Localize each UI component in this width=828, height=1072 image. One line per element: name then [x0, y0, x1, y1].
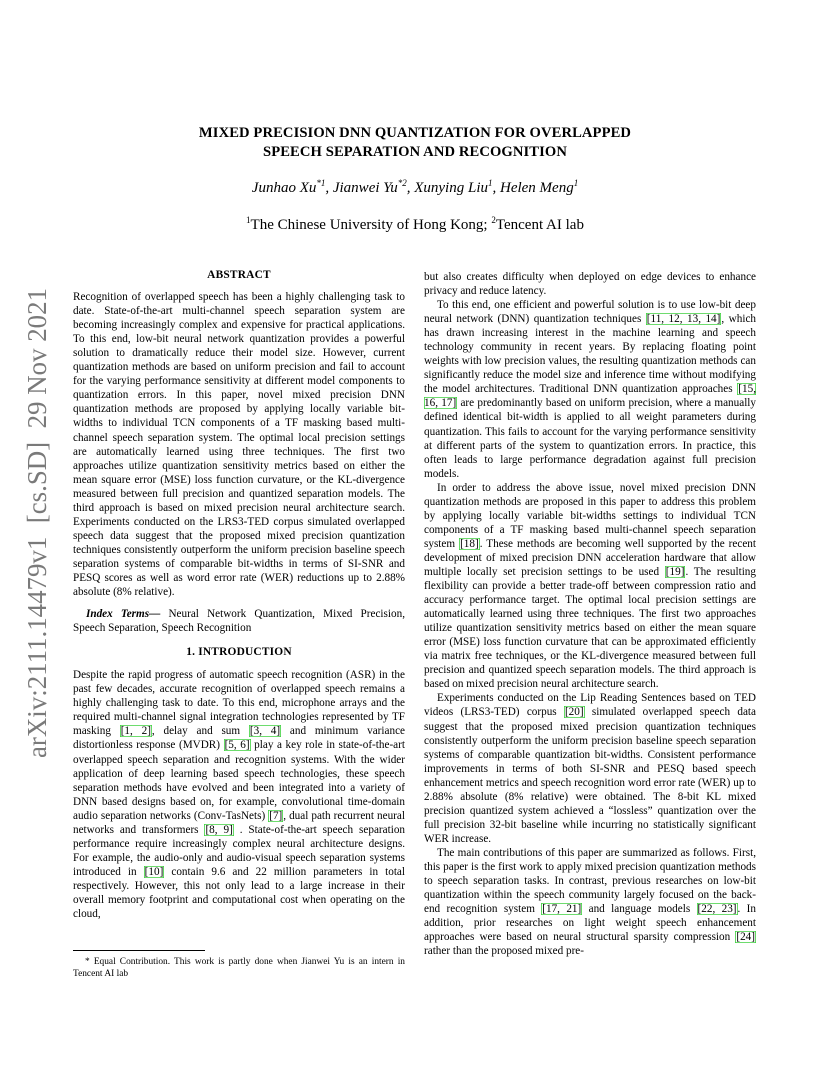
citation-link[interactable]: [5, 6]: [224, 739, 250, 752]
title-line-1: MIXED PRECISION DNN QUANTIZATION FOR OVERLAPPED: [198, 125, 632, 141]
author-name: Junhao Xu: [251, 180, 317, 196]
text-run: In order to address the above issue, novel mixed precision DNN quantization methods are proposed in this paper to address this problem by applying locally variable bit-widths settings to individual TCN components of a TF masking based multi-channel speech separation system: [424, 481, 756, 550]
author-name: Jianwei Yu: [332, 180, 398, 196]
citation-link[interactable]: [3, 4]: [249, 725, 281, 738]
paragraph: [424, 691, 756, 846]
text-run: To this end, one efficient and powerful solution is to use low-bit deep neural network (DNN) quantization techniques: [424, 299, 756, 326]
paragraph: [424, 481, 756, 692]
citation-link[interactable]: [20]: [564, 706, 584, 719]
text-run: simulated overlapped speech data suggest that the proposed mixed precision quantization techniques consistently outperform the uniform precision baseline speech separation systems of comparable quantization bit-widths. Consistent performance improvements in terms of both SI-SNR and PESQ based speech enhancement metrics and speech recognition word error rate (WER) up to 2.88% absolute (8% relative) were obtained. The 8-bit KL mixed precision quantized system achieved a “lossless” quantization over the full precision 32-bit baseline while incurring no statistically significant WER increase.: [424, 706, 756, 845]
arxiv-stamp-svg: [8, 0, 60, 1072]
author-sup: *1: [316, 178, 326, 188]
citation-link[interactable]: [18]: [460, 537, 479, 550]
text-run: Experiments conducted on the Lip Reading Sentences based on TED videos (LRS3-TED) corpus: [424, 692, 756, 719]
author-name: Xunying Liu: [414, 180, 488, 196]
text-run: Despite the rapid progress of automatic speech recognition (ASR) in the past few decades, accurate recognition of overlapped speech remains a highly challenging task to date. To this end, microphone arrays and the required multi-channel signal integration technologies represented by TF masking: [73, 669, 405, 738]
citation-link[interactable]: [7]: [269, 809, 283, 822]
text-run: and language models: [582, 903, 697, 916]
affil-sup: 1: [246, 215, 251, 225]
text-run: rather than the proposed mixed pre-: [424, 945, 584, 958]
affil-org: The Chinese University of Hong Kong;: [250, 217, 492, 233]
intro-heading: 1. INTRODUCTION: [186, 646, 292, 659]
affil-sup: 2: [491, 215, 496, 225]
author-name: Helen Meng: [499, 180, 574, 196]
index-terms: [73, 607, 405, 635]
arxiv-id: arXiv:2111.14479v1 [cs.SD] 29 Nov 2021: [21, 277, 52, 758]
paper-title: [100, 124, 730, 162]
text-run: are predominantly based on uniform precision, where a manually defined identical bit-width is applied to all weight parameters during quantization. This fails to account for the varying performance sensitivity at different parts of the system to quantization errors. In practice, this often leads to large performance degradation against full precision models.: [424, 397, 756, 480]
arxiv-stamp: [8, 0, 60, 1072]
text-run: , which has drawn increasing interest in the machine learning and speech technology community in recent years. By replacing floating point weights with low precision values, the resulting quantization methods can significantly reduce the model size and inference time without modifying the model architectures. Traditional DNN quantization approaches: [424, 313, 756, 396]
intro-paragraph: [73, 668, 405, 921]
affiliations: [100, 215, 730, 235]
left-column: [73, 268, 405, 921]
affil-org: Tencent AI lab: [495, 217, 584, 233]
text-run: , delay and sum: [151, 725, 249, 738]
paragraph: [424, 298, 756, 481]
right-column: [424, 270, 756, 958]
text-run: play a key role in state-of-the-art overlapped speech separation and recognition systems. With the wider application of deep learning based speech technologies, these speech separation methods have evolved and been integrated into a variety of DNN based designs based on, for example, convolutional time-domain audio separation networks (Conv-TasNets): [73, 739, 405, 822]
citation-link[interactable]: [22, 23]: [697, 903, 737, 916]
author-sup: 1: [573, 178, 579, 188]
citation-link[interactable]: [15, 16, 17]: [424, 383, 756, 410]
author-sup: 1: [487, 178, 493, 188]
abstract-heading: ABSTRACT: [207, 269, 271, 281]
author-list: Junhao Xu$^{*1}$, Jianwei Yu$^{*2}$, Xunying Liu$^1$, Helen Meng$^1$: [251, 178, 579, 196]
citation-link[interactable]: [11, 12, 13, 14]: [646, 313, 721, 326]
citation-link[interactable]: [1, 2]: [120, 725, 151, 738]
text-run: . State-of-the-art speech separation performance require increasingly complex neural architecture designs. For example, the audio-only and audio-visual speech separation systems introduced in: [73, 823, 406, 878]
index-terms-label: Index Terms—: [86, 608, 161, 621]
citation-link[interactable]: [10]: [144, 865, 164, 878]
text-run: contain 9.6 and 22 million parameters in total respectively. However, this not only lead to a large increase in their overall memory footprint and computational cost when operating on the cloud,: [73, 865, 406, 921]
citation-link[interactable]: [19]: [665, 565, 685, 578]
title-line-2: SPEECH SEPARATION AND RECOGNITION: [262, 144, 567, 160]
text-run: . These methods are becoming well supported by the recent development of mixed precision DNN acceleration hardware that allow multiple locally set precision settings to be used: [424, 537, 757, 578]
text-run: . In addition, prior researches on light weight speech enhancement approaches were based on neural structural sparsity compression: [424, 903, 756, 944]
citation-link[interactable]: [17, 21]: [542, 903, 582, 916]
abstract-text: Recognition of overlapped speech has been a highly challenging task to date. State-of-the-art multi-channel speech separation system are becoming increasingly complex and expensive for practical applications. To this end, low-bit neural network quantization provides a powerful solution to dramatically reduce their model size. However, current quantization methods are based on uniform precision and fail to account for the varying performance sensitivity at different model components to quantization errors. In this paper, novel mixed precision DNN quantization methods are proposed by applying locally variable bit-widths to individual TCN components of a TF masking based multi-channel speech separation system. The optimal local precision settings are automatically learned using three techniques. The first two approaches utilize quantization sensitivity metrics based on either the mean square error (MSE) loss function curvature, or the KL-divergence measured between full precision and quantized separation models. The third approach is based on mixed precision neural architecture search. Experiments conducted on the LRS3-TED corpus simulated overlapped speech data suggest that the proposed mixed precision quantization techniques consistently outperform the uniform precision baseline speech separation systems of comparable bit-widths in terms of SI-SNR and PESQ scores as well as word error rate (WER) reductions up to 2.88% absolute (8% relative).: [73, 291, 405, 599]
text-run: The main contributions of this paper are summarized as follows. First, this paper is the first work to apply mixed precision quantization methods to speech separation tasks. In contrast, previous researches on low-bit quantization within the speech community largely focused on the back-end recognition system: [424, 846, 756, 916]
index-terms-text: Neural Network Quantization, Mixed Precision, Speech Separation, Speech Recognition: [73, 608, 405, 635]
author-sup: *2: [397, 178, 407, 188]
citation-link[interactable]: [24]: [736, 931, 755, 944]
paragraph: but also creates difficulty when deployed on edge devices to enhance privacy and reduce latency.: [424, 271, 756, 298]
text-run: . The resulting flexibility can provide a better trade-off between compression ratio and accuracy performance target. The optimal local precision settings are automatically learned using three techniques. The first two approaches utilize quantization sensitivity metrics based on either the mean square error (MSE) loss function curvature that can be approximated efficiently via matrix free techniques, or the KL-divergence measured between full precision and quantized speech separation models. The third approach is based on mixed precision neural architecture search.: [424, 565, 756, 691]
footnote-text: * Equal Contribution. This work is partly done when Jianwei Yu is an intern in Tencent AI lab: [73, 957, 405, 979]
footnote: [73, 956, 405, 980]
text-run: , dual path recurrent neural networks and transformers: [73, 809, 405, 836]
text-run: and minimum variance distortionless response (MVDR): [73, 725, 406, 752]
paragraph: [424, 846, 756, 958]
citation-link[interactable]: [8, 9]: [205, 823, 233, 836]
footnote-rule: [73, 950, 205, 951]
